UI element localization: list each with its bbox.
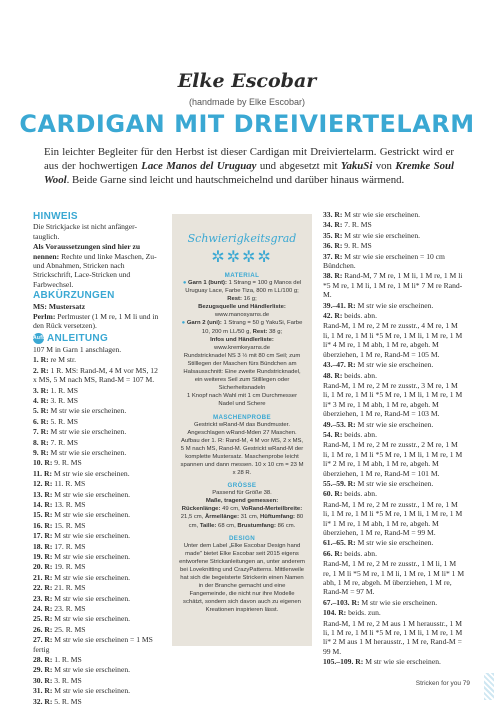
instruction-row xyxy=(33,697,161,706)
intro-text: . Beide Garne sind leicht und hautschmeichelnd und darüber hinaus wärmend. xyxy=(66,173,405,186)
right-column xyxy=(323,210,465,668)
intro-paragraph xyxy=(44,146,454,187)
footer-magazine: Stricken for you xyxy=(415,680,461,687)
design-text: Unter dem Label „Elke Escobar Design hand made" bietet Elke Escobar seit 2015 eigens entworfene Strickanleitungen an, unter anderem bei Loveknitting und CrazyPatterns. Mittlerweile hat sich die begeisterte Strickerin einen Namen in der Branche gemacht und eine Fangemeinde, die nicht nur ihre Modelle schätzt, sondern sich davon auch zu eigenen Kreationen inspirieren lässt. xyxy=(179,542,305,614)
row-instruction: 17. R. MS xyxy=(52,541,86,551)
row-instruction: M str wie sie erscheinen. xyxy=(52,489,131,499)
instruction-row xyxy=(323,311,465,320)
instruction-row xyxy=(33,583,161,592)
row-number: 37. R: xyxy=(323,251,343,261)
row-instruction: M str wie sie erscheinen. xyxy=(355,478,434,488)
material-heading: MATERIAL xyxy=(224,272,260,279)
aufbau-badge: Aufbau xyxy=(33,333,44,344)
row-number: 23. R: xyxy=(33,593,53,603)
instruction-row xyxy=(323,381,465,419)
row-instruction: 13. R. MS xyxy=(52,499,86,509)
instruction-row xyxy=(323,252,465,271)
row-instruction: M str wie sie erscheinen. xyxy=(359,597,438,607)
instruction-row xyxy=(323,420,465,429)
row-number: 25. R: xyxy=(33,614,53,624)
instruction-row xyxy=(33,386,161,395)
instruction-row xyxy=(323,559,465,597)
design-heading: DESIGN xyxy=(228,534,256,542)
instruction-row xyxy=(33,355,161,364)
row-instruction: 7. R. MS xyxy=(342,220,372,230)
row-number: 39.–41. R: xyxy=(323,300,356,310)
instruction-row xyxy=(323,619,465,657)
row-instruction: 15. R. MS xyxy=(52,520,86,530)
row-instruction: 11. R. MS xyxy=(52,479,86,489)
row-instruction: Rand-M, 1 M re, 2 M re zusstr., 4 M re, 1 M li, 1 M re, 1 M li *5 M re, 1 M li, 1 M re, 1 M li* 4 M re, 1 M abh, 1 M re, abgeh. M überziehen, 1 M re, Rand-M = 105 M. xyxy=(323,321,463,359)
hinweis-text-2 xyxy=(33,242,161,289)
masse-heading: Maße, tragend gemessen: xyxy=(205,498,279,505)
row-instruction: M str wie sie erscheinen. xyxy=(48,406,127,416)
row-instruction: M str wie sie erscheinen. xyxy=(342,210,421,219)
intro-brand: Kremke Soul Wool xyxy=(44,159,454,186)
row-number: 38. R: xyxy=(323,271,343,281)
row-instruction: beids. abn. xyxy=(342,311,377,321)
row-number: 105.–109. R: xyxy=(323,657,364,667)
instruction-row xyxy=(33,531,161,540)
row-instruction: beids. abn. xyxy=(342,489,377,499)
row-instruction: 1. R. MS xyxy=(48,385,78,395)
instruction-rows-right xyxy=(323,210,465,667)
row-instruction: M str wie sie erscheinen. xyxy=(48,427,127,437)
row-instruction: 21. R. MS xyxy=(52,583,86,593)
row-number: 17. R: xyxy=(33,531,53,541)
row-instruction: 9. R. MS xyxy=(52,458,82,468)
section-hinweis: HINWEIS xyxy=(33,211,78,222)
page-number: 79 xyxy=(462,680,470,687)
row-number: 10. R: xyxy=(33,458,53,468)
row-instruction: M str wie sie erscheinen. xyxy=(52,686,131,696)
instruction-row xyxy=(323,479,465,488)
row-number: 32. R: xyxy=(33,696,53,706)
instruction-row xyxy=(323,231,465,240)
instruction-row xyxy=(323,321,465,359)
row-number: 55.–59. R: xyxy=(323,478,356,488)
row-instruction: beids. abn. xyxy=(342,548,377,558)
row-number: 33. R: xyxy=(323,210,343,219)
row-instruction: Rand-M, 1 M re, 2 M re zusstr., 1 M re, 1 M li, 1 M re, 1 M li *5 M re, 1 M li, 1 M re, 1 M li* 1 M re, 1 M abh, 1 M re, abgeh. M überziehen, 1 M re, Rand-M = 99 M. xyxy=(323,499,463,537)
abk-mustersatz: MS: Mustersatz xyxy=(33,301,86,311)
row-number: 42. R: xyxy=(323,311,343,321)
instruction-row xyxy=(33,458,161,467)
material-line: ● Garn 1 (bunt): 1 Strang = 100 g Manos del Uruguay Lace, Farbe Tiza, 800 m LL/100 g; Rest: 16 g; xyxy=(182,280,302,303)
masse-text: Rückenlänge: 49 cm, VoRand-Merteilbreite: 21,5 cm, Ärmellänge: 31 cm, Hüftumfang: 80 cm, Taille: 68 cm, Brustumfang: 86 cm. xyxy=(180,506,304,529)
row-number: 28. R: xyxy=(33,655,53,665)
instruction-row xyxy=(323,608,465,617)
row-instruction: M str wie sie erscheinen. xyxy=(52,593,131,603)
row-number: 11. R: xyxy=(33,468,52,478)
instruction-row xyxy=(323,598,465,607)
material-line: Infos und Händlerliste: xyxy=(210,336,274,343)
hinweis-prereq-text: Rechte und linke Maschen, Zu- und Abnahmen, Stricken nach Strickschrift, Lace-Stricken und Farbwechsel. xyxy=(33,251,157,289)
row-instruction: M str wie sie erscheinen. xyxy=(342,230,421,240)
row-instruction: 1 R. MS: Rand-M, 4 M vor MS, 12 x MS, 5 M nach MS, Rand-M = 107 M. xyxy=(33,365,158,385)
row-number: 60. R: xyxy=(323,489,343,499)
row-instruction: M str wie sie erscheinen. xyxy=(51,468,130,478)
row-instruction: beids. abn. xyxy=(342,370,377,380)
material-line: www.kremkeyarns.de xyxy=(214,344,270,351)
instruction-row xyxy=(33,448,161,457)
material-line: Bezugsquelle und Händlerliste: xyxy=(198,304,286,311)
page-footer xyxy=(390,680,470,687)
row-instruction: 25. R. MS xyxy=(52,624,86,634)
instruction-row xyxy=(33,479,161,488)
row-number: 9. R: xyxy=(33,447,49,457)
anleitung-intro: 107 M in Garn 1 anschlagen. xyxy=(33,344,122,354)
material-line: www.manosyarns.de xyxy=(214,312,270,319)
row-number: 49.–53. R: xyxy=(323,419,356,429)
row-instruction: M str wie sie erscheinen. xyxy=(355,538,434,548)
left-column xyxy=(33,210,161,707)
row-number: 21. R: xyxy=(33,572,53,582)
row-number: 67.–103. R: xyxy=(323,597,360,607)
row-number: 61.–65. R: xyxy=(323,538,356,548)
row-number: 54. R: xyxy=(323,429,343,439)
groesse-heading: GRÖSSE xyxy=(227,482,257,490)
instruction-row xyxy=(33,676,161,685)
row-instruction: M str wie sie erscheinen. xyxy=(52,572,131,582)
row-instruction: 19. R. MS xyxy=(52,562,86,572)
instruction-row xyxy=(33,614,161,623)
row-number: 48. R: xyxy=(323,370,343,380)
intro-text: und abgesetzt mit xyxy=(256,159,341,172)
instruction-row xyxy=(33,427,161,436)
instruction-row xyxy=(33,406,161,415)
instruction-row xyxy=(323,489,465,498)
instruction-row xyxy=(323,301,465,310)
row-instruction: M str wie sie erscheinen. xyxy=(52,531,131,541)
row-instruction: 3. R. MS xyxy=(48,395,78,405)
row-instruction: 7. R. MS xyxy=(48,437,78,447)
row-number: 31. R: xyxy=(33,686,53,696)
instruction-row xyxy=(323,549,465,558)
row-instruction: 9. R. MS xyxy=(342,241,372,251)
probe-text: Gestrickt wRand-M das Bundmuster. Angeschlagen wRand-Mden 27 Maschen. Aufbau der 1. R: Rand-M, 4 M vor MS, 2 x MS, 5 M nach MS, Rand-M. Gestrickt wRand-M der komplette Mustersatz. Maschenprobe leicht spannen und dann messen. 10 x 10 cm = 23 M x 28 R. xyxy=(180,421,304,477)
hinweis-prereq-label: Als Voraussetzungen sind hier zu nennen: xyxy=(33,242,141,261)
intro-yarn-2: YakuSi xyxy=(340,159,373,172)
row-instruction: Rand-M, 7 M re, 1 M li, 1 M re, 1 M li *5 M re, 1 M li, 1 M re, 1 M li* 7 M re Rand-M. xyxy=(323,271,463,300)
row-number: 18. R: xyxy=(33,541,53,551)
instruction-row xyxy=(33,665,161,674)
row-number: 104. R: xyxy=(323,608,347,618)
row-number: 29. R: xyxy=(33,665,53,675)
abk-perlm-label: Perlm: xyxy=(33,312,56,322)
instruction-row xyxy=(33,438,161,447)
instruction-row xyxy=(33,594,161,603)
instruction-row xyxy=(33,562,161,571)
row-instruction: beids. zun. xyxy=(346,608,381,618)
intro-yarn-1: Lace Manos del Uruguay xyxy=(141,159,257,172)
row-number: 30. R: xyxy=(33,675,53,685)
row-instruction: Rand-M, 1 M re, 2 M re zusstr., 3 M re, 1 M li, 1 M re, 1 M li *5 M re, 1 M li, 1 M re, 1 M li* 3 M re, 1 M abh, 1 M re, abgeh. M überziehen, 1 M re, Rand-M = 103 M. xyxy=(323,380,463,419)
row-number: 66. R: xyxy=(323,548,343,558)
row-instruction: 23. R. MS xyxy=(52,604,86,614)
row-instruction: 5. R. MS xyxy=(52,696,82,706)
page-edge-decoration xyxy=(484,673,494,700)
row-instruction: M str wie sie erscheinen. xyxy=(52,552,131,561)
row-instruction: M str wie sie erscheinen = 10 cm Bündchen. xyxy=(323,251,445,271)
row-instruction: M str wie sie erscheinen. xyxy=(355,360,434,370)
instruction-row xyxy=(323,210,465,219)
row-instruction: M str wie sie erscheinen. xyxy=(363,657,441,667)
material-more: Rundstricknadel NS 3 ½ mit 80 cm Seil; zum Stilllegen der Maschen fürs Bündchen am Halsausschnitt: Eine zweite Rundstricknadel, ein weiteres Seil zum Stilllegen oder Sicherheitsnadeln 1 Knopf nach Wahl mit 1 cm Durchmesser Nadel und Schere xyxy=(183,352,301,408)
intro-text: Ein leichter Begleiter für den Herbst ist dieser Cardigan mit Dreiviertelarm. Gestrickt wird er aus der hochwertigen xyxy=(44,146,454,172)
row-instruction: beids. abn. xyxy=(342,429,377,439)
info-box xyxy=(172,214,312,646)
instruction-row xyxy=(323,657,465,666)
row-instruction: re M str. xyxy=(48,355,77,365)
row-instruction: M str wie sie erscheinen. xyxy=(52,510,131,520)
hinweis-text-1: Die Strickjacke ist nicht anfänger-tauglich. xyxy=(33,222,138,241)
instruction-row xyxy=(323,271,465,299)
row-instruction: M str wie sie erscheinen. xyxy=(355,300,434,310)
instruction-row xyxy=(33,490,161,499)
row-number: 34. R: xyxy=(323,220,343,230)
probe-heading: MASCHENPROBE xyxy=(212,413,272,421)
instruction-row xyxy=(33,655,161,664)
row-number: 22. R: xyxy=(33,583,53,593)
instruction-row xyxy=(33,625,161,634)
row-number: 26. R: xyxy=(33,624,53,634)
instruction-row xyxy=(323,440,465,478)
instruction-row xyxy=(323,220,465,229)
row-number: 36. R: xyxy=(323,241,343,251)
row-instruction: Rand-M, 1 M re, 2 M re zusstr., 2 M re, 1 M li, 1 M re, 1 M li *5 M re, 1 M li, 1 M re, 1 M li* 2 M re, 1 M abh, 1 M re, abgeh. M überziehen, 1 M re, Rand-M = 101 M. xyxy=(323,440,463,478)
difficulty-title: Schwierigkeitsgrad xyxy=(187,232,297,245)
instruction-row xyxy=(33,542,161,551)
brand-logo: Elke Escobar xyxy=(177,70,317,92)
row-instruction: M str wie sie erscheinen. xyxy=(52,614,131,624)
row-number: 6. R: xyxy=(33,416,49,426)
instruction-row xyxy=(323,360,465,369)
row-instruction: M str wie sie erscheinen. xyxy=(355,419,434,429)
instruction-row xyxy=(323,241,465,250)
row-number: 19. R: xyxy=(33,552,53,561)
row-number: 1. R: xyxy=(33,355,49,365)
row-number: 8. R: xyxy=(33,437,49,447)
instruction-row xyxy=(33,686,161,695)
instruction-rows-left xyxy=(33,355,161,706)
row-number: 16. R: xyxy=(33,520,53,530)
instruction-row xyxy=(33,417,161,426)
difficulty-stars-icon: ✲✲✲✲ xyxy=(211,249,273,266)
row-number: 2. R: xyxy=(33,365,49,375)
row-number: 4. R: xyxy=(33,395,49,405)
instruction-row xyxy=(323,371,465,380)
instruction-row xyxy=(323,430,465,439)
row-instruction: Rand-M, 1 M re, 2 M re zusstr., 1 M li, 1 M re, 1 M li *5 M re, 1 M li, 1 M re, 1 M li* 1 M abh, 1 M re, abgeh. M überziehen, 1 M re, Rand-M = 97 M. xyxy=(323,559,465,597)
row-number: 12. R: xyxy=(33,479,53,489)
row-instruction: 5. R. MS xyxy=(48,416,78,426)
instruction-row xyxy=(33,573,161,582)
page-title: CARDIGAN MIT DREIVIERTELARM xyxy=(19,110,475,138)
abk-perlmuster xyxy=(33,312,161,331)
row-instruction: Rand-M, 1 M re, 2 M aus 1 M herausstr., 1 M li, 1 M re, 1 M li *5 M re, 1 M li, 1 M re, 1 M li* 2 M aus 1 M herausstr., 1 M re, Rand-M = 99 M. xyxy=(323,618,463,656)
row-instruction: M str wie sie erscheinen. xyxy=(52,665,131,675)
instruction-row xyxy=(33,510,161,519)
instruction-row xyxy=(323,538,465,547)
section-anleitung xyxy=(33,333,161,344)
groesse-text: Passend für Größe 38. xyxy=(212,490,272,497)
material-text xyxy=(172,279,312,409)
intro-text: von xyxy=(372,159,396,172)
row-number: 14. R: xyxy=(33,499,53,509)
instruction-row xyxy=(33,635,161,654)
row-instruction: M str wie sie erscheinen = 1 MS fertig xyxy=(33,635,153,654)
row-number: 15. R: xyxy=(33,510,53,520)
instruction-row xyxy=(33,604,161,613)
anleitung-heading: ANLEITUNG xyxy=(47,333,109,345)
instruction-row xyxy=(33,552,161,561)
row-number: 27. R: xyxy=(33,635,53,645)
instruction-row xyxy=(33,366,161,385)
section-abkuerzungen: ABKÜRZUNGEN xyxy=(33,290,115,302)
row-number: 35. R: xyxy=(323,230,343,240)
row-instruction: 3. R. MS xyxy=(52,675,82,685)
row-instruction: 1. R. MS xyxy=(52,655,82,665)
instruction-row xyxy=(33,396,161,405)
row-number: 24. R: xyxy=(33,604,53,614)
brand-subtitle: (handmade by Elke Escobar) xyxy=(188,97,306,107)
instruction-row xyxy=(33,521,161,530)
instruction-row xyxy=(323,500,465,538)
row-instruction: M str wie sie erscheinen. xyxy=(48,447,127,457)
instruction-row xyxy=(33,469,161,478)
row-number: 20. R: xyxy=(33,562,53,572)
abk-perlm-text: Perlmuster (1 M re, 1 M li und in den Rück versetzen). xyxy=(33,312,159,331)
row-number: 43.–47. R: xyxy=(323,360,356,370)
material-line: ● Garn 2 (uni): 1 Strang = 50 g YakuSi, Farbe 10, 200 m LL/50 g, Rest: 38 g; xyxy=(181,320,303,335)
row-number: 3. R: xyxy=(33,385,49,395)
row-number: 13. R: xyxy=(33,489,53,499)
instruction-row xyxy=(33,500,161,509)
row-number: 7. R: xyxy=(33,427,49,437)
row-number: 5. R: xyxy=(33,406,49,416)
